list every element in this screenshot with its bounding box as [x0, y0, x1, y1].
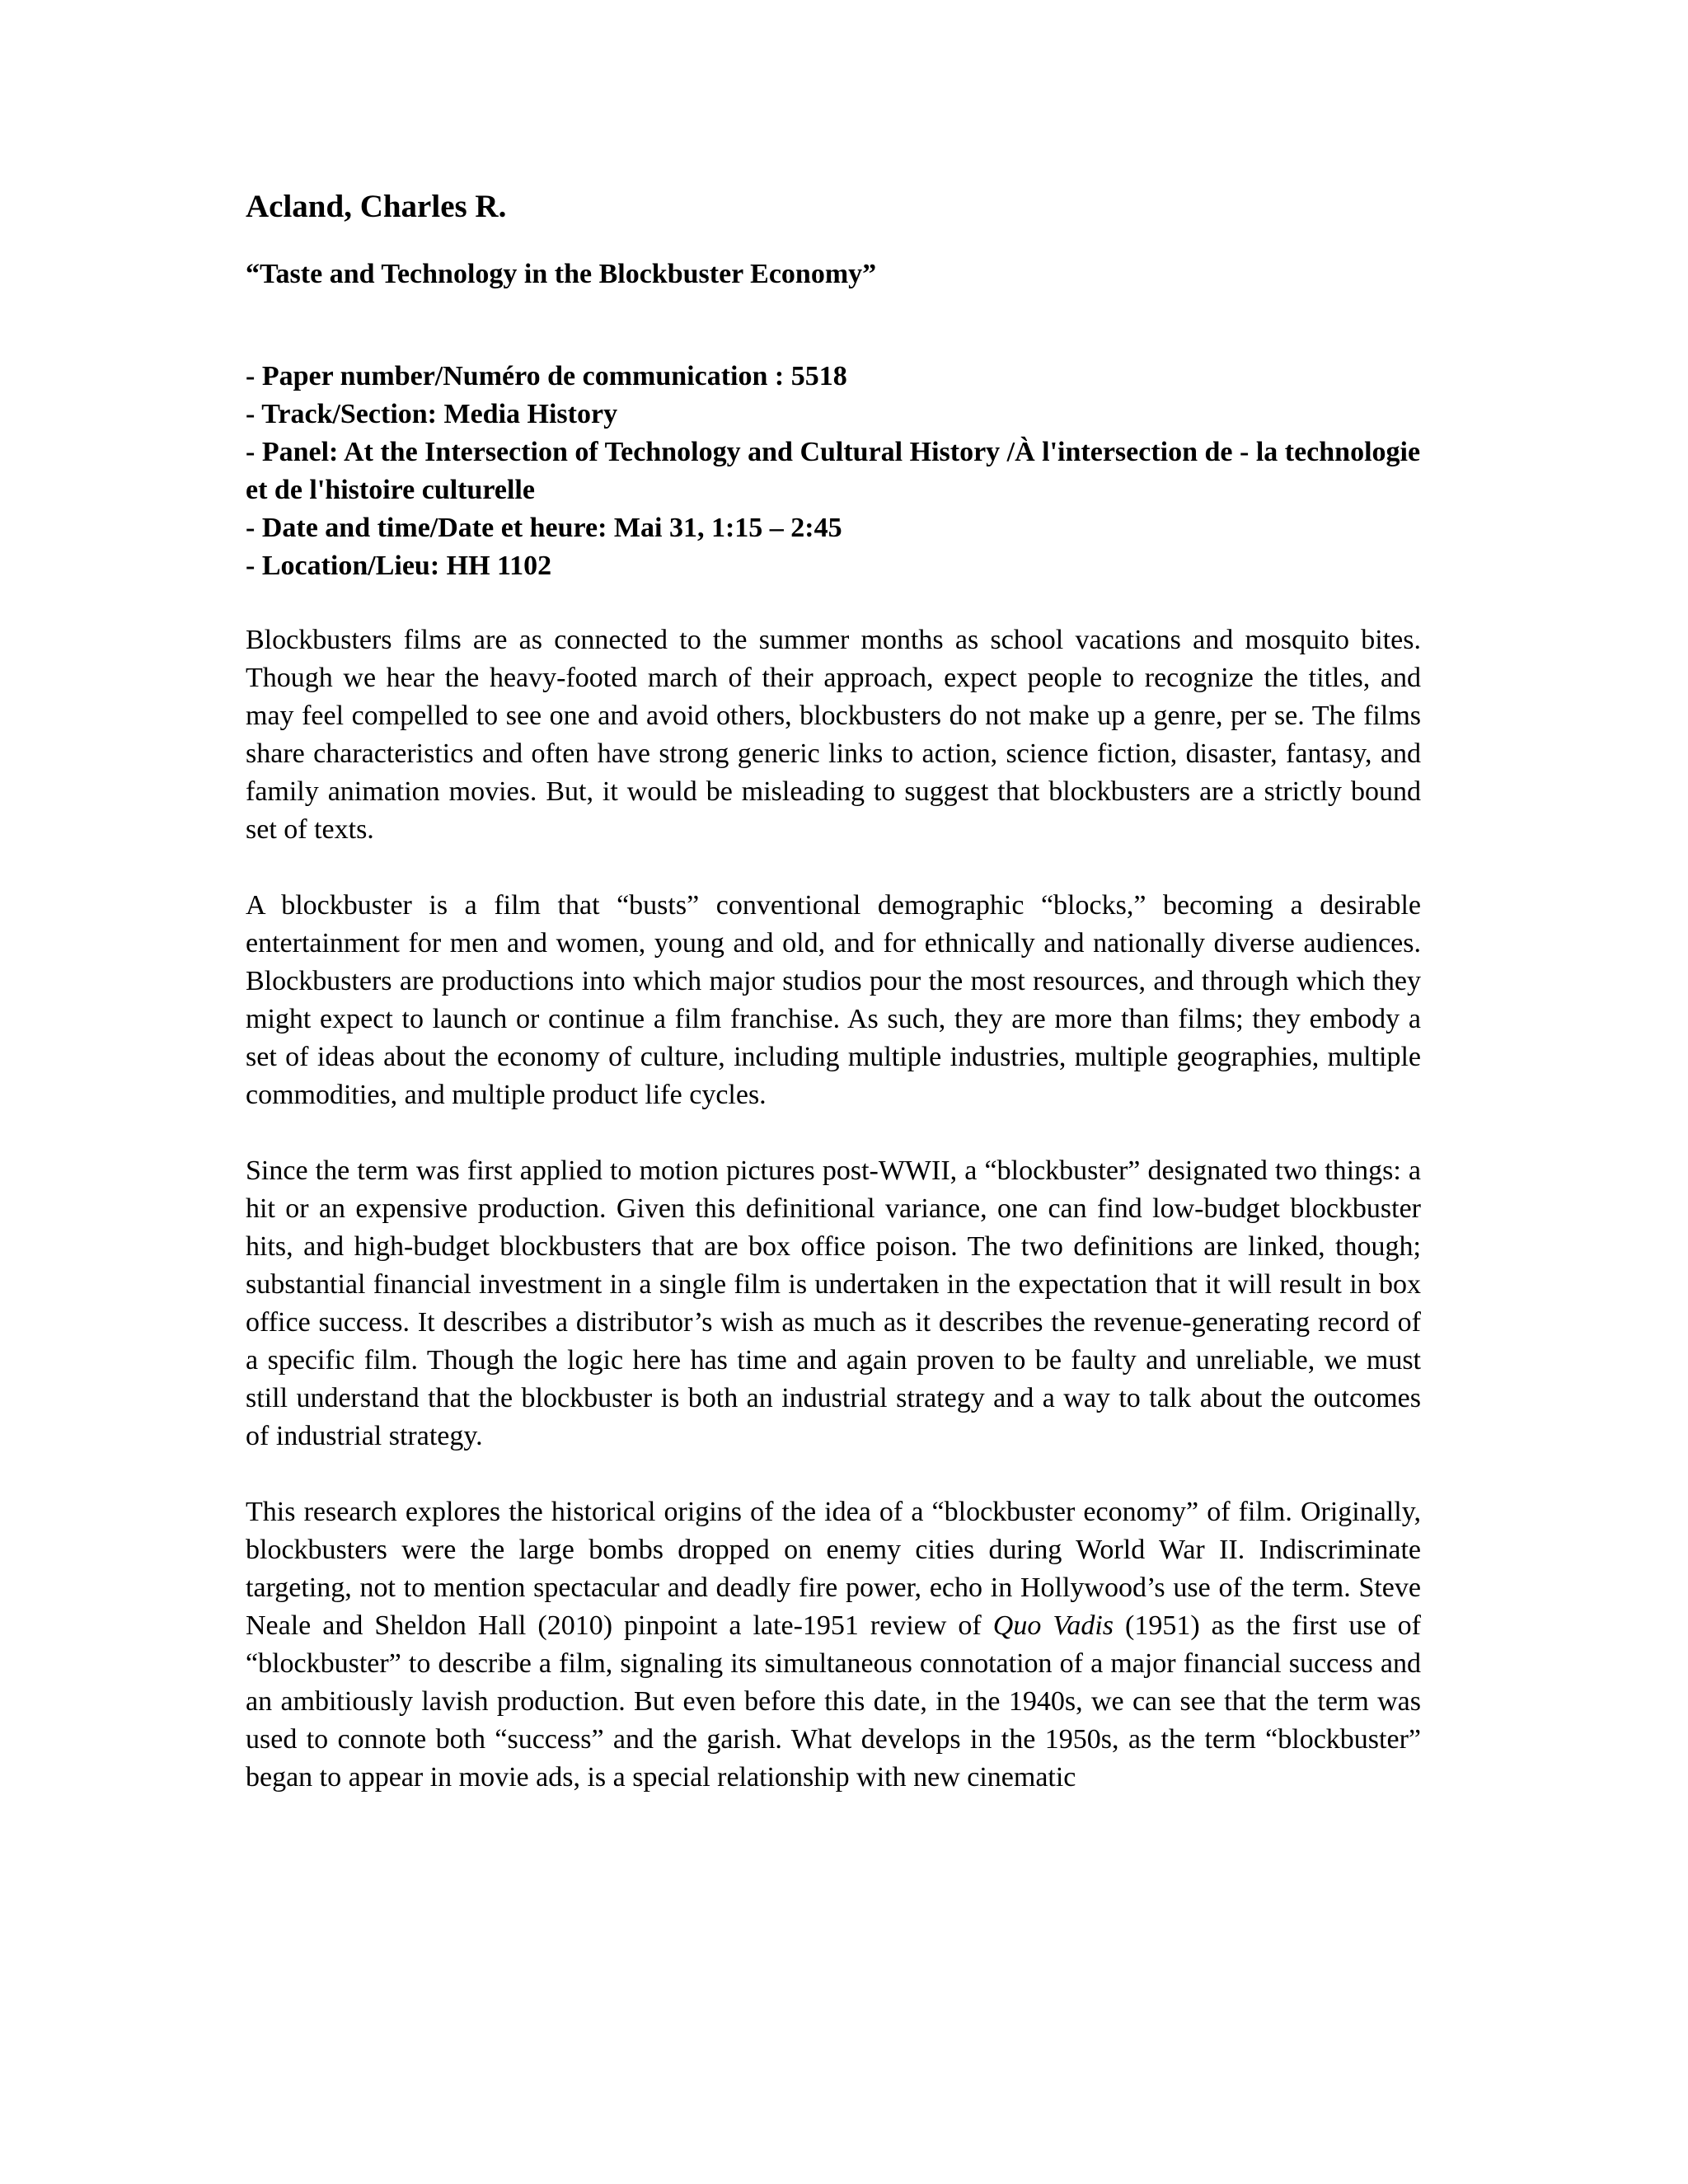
- body-paragraph-4: [246, 1493, 1421, 1797]
- body-paragraph-2: A blockbuster is a film that “busts” conventional demographic “blocks,” becoming a desirable entertainment for men and women, young and old, and for ethnically and nationally diverse audiences. Blockbusters are productions into which major studios pour the most resources, and through which they might expect to launch or continue a film franchise. As such, they are more than films; they embody a set of ideas about the economy of culture, including multiple industries, multiple geographies, multiple commodities, and multiple product life cycles.: [246, 889, 1421, 1110]
- paper-title: “Taste and Technology in the Blockbuster Economy”: [246, 258, 877, 289]
- film-title-quo-vadis: Quo Vadis: [992, 1610, 1114, 1641]
- paper-metadata: [246, 358, 1421, 585]
- body-paragraph-1: Blockbusters films are as connected to the summer months as school vacations and mosquito bites. Though we hear the heavy-footed march of their approach, expect people to recognize the titles, and may feel compelled to see one and avoid others, blockbusters do not make up a genre, per se. The films share characteristics and often have strong generic links to action, science fiction, disaster, fantasy, and family animation movies. But, it would be misleading to suggest that blockbusters are a strictly bound set of texts.: [246, 624, 1421, 845]
- meta-location: - Location/Lieu: HH 1102: [246, 550, 552, 581]
- author-name: Acland, Charles R.: [246, 189, 507, 224]
- meta-paper-number: - Paper number/Numéro de communication : 5518: [246, 360, 847, 391]
- paragraph-4-part-b: (1951) as the first use of “blockbuster” to describe a film, signaling its simultaneous connotation of a major financial success and an ambitiously lavish production. But even before this date, in the 1940s, we can see that the term was used to connote both “success” and the garish. What develops in the 1950s, as the term “blockbuster” began to appear in movie ads, is a special relationship with new cinematic: [246, 1610, 1421, 1793]
- meta-panel: - Panel: At the Intersection of Technology and Cultural History /À l'intersection de - la technologie et de l'histoire culturelle: [246, 436, 1421, 505]
- abstract-body: [246, 621, 1421, 1797]
- meta-track: - Track/Section: Media History: [246, 398, 618, 429]
- meta-date-time: - Date and time/Date et heure: Mai 31, 1:15 – 2:45: [246, 512, 842, 543]
- document-page: [246, 188, 1421, 1797]
- body-paragraph-3: Since the term was first applied to motion pictures post-WWII, a “blockbuster” designated two things: a hit or an expensive production. Given this definitional variance, one can find low-budget blockbuster hits, and high-budget blockbusters that are box office poison. The two definitions are linked, though; substantial financial investment in a single film is undertaken in the expectation that it will result in box office success. It describes a distributor’s wish as much as it describes the revenue-generating record of a specific film. Though the logic here has time and again proven to be faulty and unreliable, we must still understand that the blockbuster is both an industrial strategy and a way to talk about the outcomes of industrial strategy.: [246, 1155, 1421, 1451]
- paragraph-4-part-a: This research explores the historical origins of the idea of a “blockbuster economy” of film. Originally, blockbusters were the large bombs dropped on enemy cities during World War II. Indiscriminate targeting, not to mention spectacular and deadly fire power, echo in Hollywood’s use of the term. Steve Neale and Sheldon Hall (2010) pinpoint a late-1951 review of: [246, 1496, 1421, 1641]
